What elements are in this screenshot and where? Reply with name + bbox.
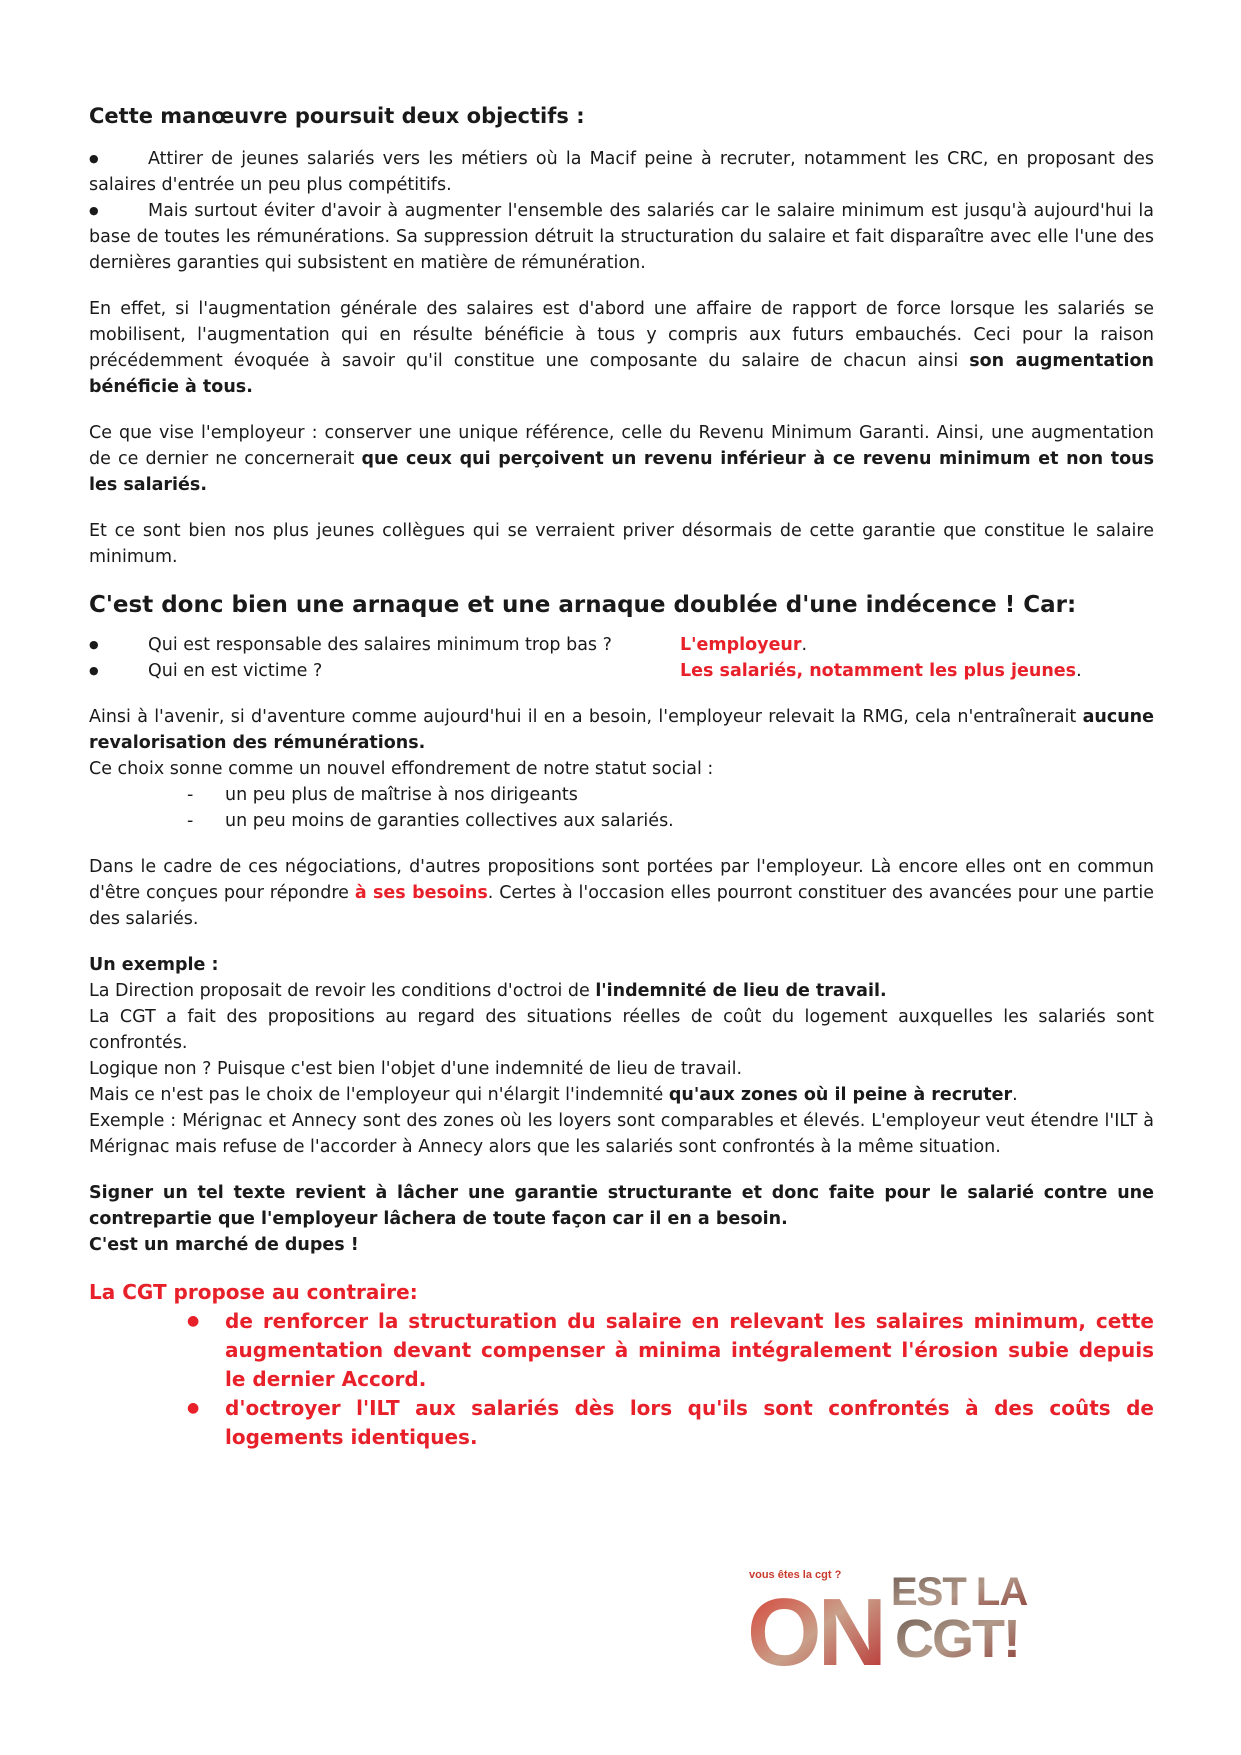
- dash-icon: -: [187, 785, 194, 805]
- example-line: Mais ce n'est pas le choix de l'employeur qui n'élargit l'indemnité qu'aux zones où il peine à recruter.: [89, 1085, 1018, 1105]
- conclusion: Signer un tel texte revient à lâcher une garantie structurante et donc faite pour le salarié contre une contrepartie que l'employeur lâchera de toute façon car il en a besoin.: [89, 1183, 1154, 1229]
- qa-row: [89, 632, 1154, 658]
- example-line: Exemple : Mérignac et Annecy sont des zones où les loyers sont comparables et élevés. L'employeur veut étendre l'ILT à Mérignac mais refuse de l'accorder à Annecy alors que les salariés sont confrontés à la même situation.: [89, 1111, 1154, 1157]
- answer: L'employeur.: [680, 635, 808, 655]
- bullet-item: ● Attirer de jeunes salariés vers les métiers où la Macif peine à recruter, notamment les CRC, en proposant des salaires d'entrée un peu plus compétitifs.: [89, 146, 1154, 198]
- document-page: [89, 100, 1154, 1452]
- paragraph-employeur: Ce que vise l'employeur : conserver une unique référence, celle du Revenu Minimum Garanti. Ainsi, une augmentation de ce dernier ne concernerait que ceux qui perçoivent un revenu inférieur à ce revenu minimum et non tous les salariés.: [89, 423, 1154, 495]
- question: Qui en est victime ?: [148, 661, 323, 681]
- bullet-icon: ●: [89, 204, 99, 217]
- dash-item: - un peu plus de maîtrise à nos dirigeants: [89, 782, 1154, 808]
- paragraph-jeunes: Et ce sont bien nos plus jeunes collègues qui se verraient priver désormais de cette garantie que constitue le salaire minimum.: [89, 521, 1154, 567]
- paragraph-augmentation: En effet, si l'augmentation générale des salaires est d'abord une affaire de rapport de force lorsque les salariés se mobilisent, l'augmentation qui en résulte bénéficie à tous y compris aux futurs embauchés. Ceci pour la raison précédemment évoquée à savoir qu'il constitue une composante du salaire de chacun ainsi son augmentation bénéficie à tous.: [89, 299, 1154, 397]
- cgt-proposals: [89, 1307, 1154, 1452]
- paragraph-negociations: Dans le cadre de ces négociations, d'autres propositions sont portées par l'employeur. Là encore elles ont en commun d'être conçues pour répondre à ses besoins. Certes à l'occasion elles pourront constituer des avancées pour une partie des salariés.: [89, 857, 1154, 929]
- cgt-title: La CGT propose au contraire:: [89, 1280, 418, 1304]
- bullet-icon: ●: [89, 638, 99, 651]
- dash-item: - un peu moins de garanties collectives aux salariés.: [89, 808, 1154, 834]
- logo-small-text: vous êtes la cgt ?: [749, 1569, 842, 1581]
- cgt-logo-graphic: [745, 1565, 1090, 1671]
- bullet-item: ● Mais surtout éviter d'avoir à augmenter l'ensemble des salariés car le salaire minimum est jusqu'à aujourd'hui la base de toutes les rémunérations. Sa suppression détruit la structuration du salaire et fait disparaître avec elle l'une des dernières garanties qui subsistent en matière de rémunération.: [89, 198, 1154, 276]
- bullet-list-objectifs: [89, 146, 1154, 276]
- logo-on-text: ON: [747, 1579, 883, 1671]
- paragraph-avenir: Ainsi à l'avenir, si d'aventure comme aujourd'hui il en a besoin, l'employeur relevait la RMG, cela n'entraînerait aucune revalorisation des rémunérations.: [89, 707, 1154, 753]
- question: Qui est responsable des salaires minimum trop bas ?: [148, 635, 612, 655]
- heading-arnaque: C'est donc bien une arnaque et une arnaque doublée d'une indécence ! Car:: [89, 592, 1077, 618]
- bullet-icon: ●: [187, 1313, 200, 1329]
- logo-est-la-text: EST LA: [891, 1570, 1028, 1614]
- bullet-icon: ●: [89, 152, 99, 165]
- cgt-proposal-item: ● de renforcer la structuration du salaire en relevant les salaires minimum, cette augmentation devant compenser à minima intégralement l'érosion subie depuis le dernier Accord.: [187, 1307, 1154, 1394]
- conclusion-tagline: C'est un marché de dupes !: [89, 1235, 359, 1255]
- qa-list: [89, 632, 1154, 684]
- bullet-icon: ●: [187, 1400, 200, 1416]
- logo-cgt-text: CGT!: [895, 1609, 1019, 1669]
- paragraph-statut: Ce choix sonne comme un nouvel effondrement de notre statut social :: [89, 759, 714, 779]
- heading-objectifs: Cette manœuvre poursuit deux objectifs :: [89, 104, 585, 128]
- dash-icon: -: [187, 811, 194, 831]
- example-line: La CGT a fait des propositions au regard des situations réelles de coût du logement auxquelles les salariés sont confrontés.: [89, 1007, 1154, 1053]
- cgt-proposal-item: ● d'octroyer l'ILT aux salariés dès lors qu'ils sont confrontés à des coûts de logements identiques.: [187, 1394, 1154, 1452]
- answer: Les salariés, notamment les plus jeunes.: [680, 661, 1082, 681]
- example-line: La Direction proposait de revoir les conditions d'octroi de l'indemnité de lieu de travail.: [89, 981, 887, 1001]
- example-title: Un exemple :: [89, 955, 219, 975]
- cgt-logo: [745, 1565, 1090, 1671]
- example-line: Logique non ? Puisque c'est bien l'objet d'une indemnité de lieu de travail.: [89, 1059, 743, 1079]
- qa-row: [89, 658, 1154, 684]
- bullet-icon: ●: [89, 664, 99, 677]
